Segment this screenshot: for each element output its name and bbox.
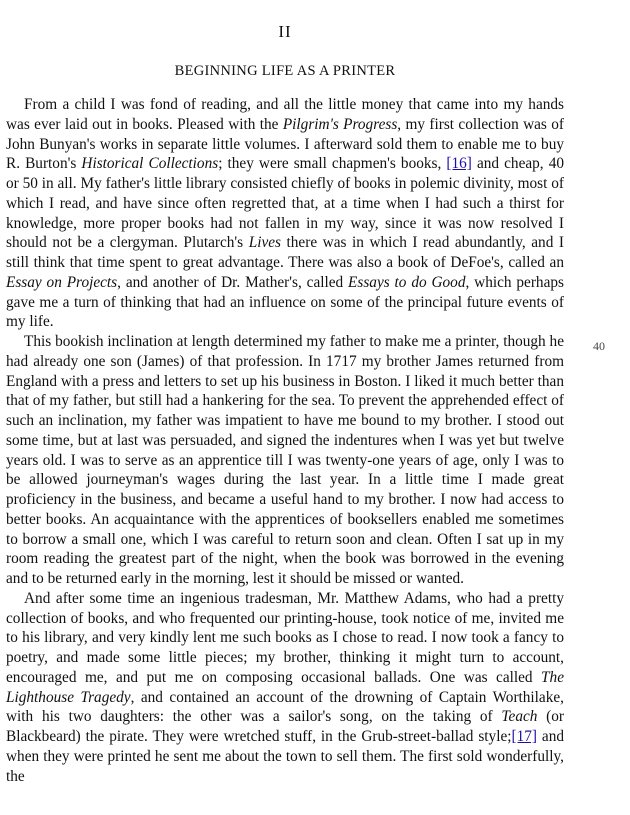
italic-title: Lives bbox=[248, 234, 281, 252]
italic-title: Essays to do Good bbox=[348, 273, 466, 291]
paragraph-2: This bookish inclination at length determined my father to make me a printer, though he had already one son (James) of that profession. In 1717 my brother James returned from England with a press and letters to set up his business in Boston. I liked it much better than that of my father, but still had a hankering for the sea. To prevent the apprehended effect of such an inclination, my father was impatient to have me bound to my brother. I stood out some time, but at last was persuaded, and signed the indentures when I was yet but twelve years old. I was to serve as an apprentice till I was twenty-one years of age, only I was to be allowed journeyman's wages during the last year. In a little time I made great proficiency in the business, and became a useful hand to my brother. I now had access to better books. An acquaintance with the apprentices of booksellers enabled me sometimes to borrow a small one, which I was careful to return soon and clean. Often I sat up in my room reading the greatest part of the night, when the book was borrowed in the evening and to be returned early in the morning, lest it should be missed or wanted. bbox=[6, 333, 564, 587]
chapter-number: II bbox=[278, 22, 292, 41]
text-run: there was in which I read abundantly, and I still think that time spent to great advantage. There was also a book of DeFoe's, called an bbox=[6, 234, 564, 271]
text-run: From a child I was fond of reading, and all the little money that came into my hands was ever laid out in books. Pleased with the bbox=[6, 96, 564, 133]
text-run: , my first collection was of John Bunyan's works in separate little volumes. I afterward sold them to enable me to buy R. Burton's bbox=[6, 115, 564, 173]
italic-title: The Lighthouse Tragedy bbox=[6, 668, 564, 706]
italic-title: Historical Collections bbox=[81, 155, 219, 173]
text-run: (or Blackbeard) the pirate. They were wretched stuff, in the Grub-street-ballad style; bbox=[6, 708, 565, 745]
text-run: And after some time an ingenious tradesman, Mr. Matthew Adams, who had a pretty collection of books, and who frequented our printing-house, took notice of me, invited me to his library, and very kindly lent me such books as I chose to read. I now took a fancy to poetry, and made some little pieces; my brother, thinking it might turn to account, encouraged me, and put me on composing occasional ballads. One was called bbox=[6, 589, 564, 686]
italic-title: Essay on Projects bbox=[6, 273, 118, 291]
italic-title: Pilgrim's Progress bbox=[282, 115, 398, 133]
paragraph-3 bbox=[6, 589, 564, 787]
text-run: ; they were small chapmen's books, bbox=[218, 155, 447, 173]
footnote-link-16[interactable]: [16] bbox=[446, 155, 472, 173]
text-run: , and contained an account of the drowning of Captain Worthilake, with his two daughters: the other was a sailor's song, on the taking of bbox=[6, 688, 564, 726]
book-page bbox=[6, 22, 564, 786]
page-number: 40 bbox=[593, 339, 605, 353]
italic-title: Teach bbox=[501, 708, 538, 726]
text-run: , and another of Dr. Mather's, called bbox=[117, 273, 349, 291]
footnote-link-17[interactable]: [17] bbox=[511, 728, 537, 745]
text-run: and when they were printed he sent me about the town to sell them. The first sold wonderfully, the bbox=[6, 728, 564, 785]
chapter-title: BEGINNING LIFE AS A PRINTER bbox=[174, 63, 396, 79]
paragraph-1 bbox=[6, 95, 564, 332]
text-run: and cheap, 40 or 50 in all. My father's little library consisted chiefly of books in polemic divinity, most of which I read, and have since often regretted that, at a time when I had such a thirst for knowledge, more proper books had not fallen in my way, since it was now resolved I should not be a clergyman. Plutarch's bbox=[6, 155, 564, 252]
text-run: , which perhaps gave me a turn of thinking that had an influence on some of the principal future events of my life. bbox=[6, 273, 564, 331]
